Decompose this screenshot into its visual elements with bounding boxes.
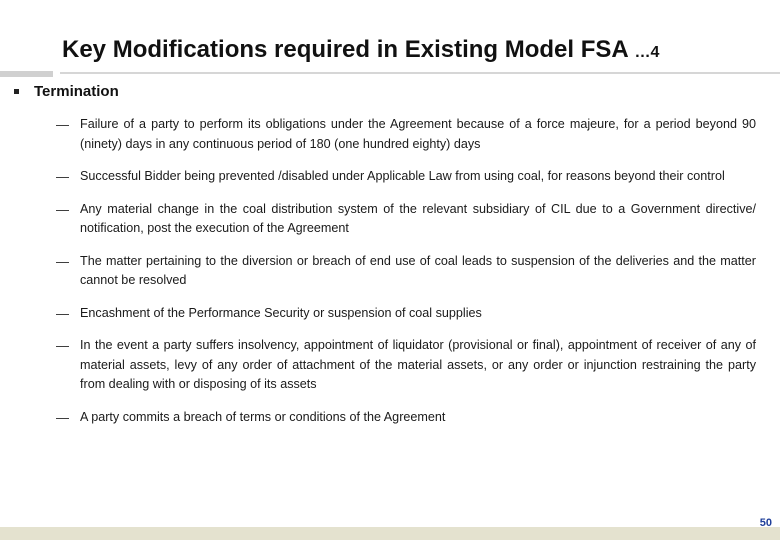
slide-title-text: Key Modifications required in Existing Model FSA bbox=[62, 36, 628, 63]
list-item-text: Failure of a party to perform its obligations under the Agreement because of a force majeure, for a period beyond 90 (ninety) days in any continuous period of 180 (one hundred eighty) days bbox=[80, 117, 756, 151]
list-item-text: In the event a party suffers insolvency, appointment of liquidator (provisional or final), appointment of receiver of any of material assets, levy of any order of attachment of the material assets, or any order or injunction restraining the party from dealing with or disposing of its assets bbox=[80, 338, 756, 391]
termination-list bbox=[56, 115, 756, 440]
dash-bullet-icon: — bbox=[56, 338, 69, 353]
list-item bbox=[56, 200, 756, 239]
page-number: 50 bbox=[759, 517, 772, 529]
section-heading-row bbox=[14, 83, 119, 100]
section-heading: Termination bbox=[34, 83, 119, 100]
square-bullet-icon bbox=[14, 89, 19, 94]
list-item bbox=[56, 252, 756, 291]
dash-bullet-icon: — bbox=[56, 201, 69, 217]
list-item bbox=[56, 336, 756, 395]
slide-title-suffix: …4 bbox=[634, 44, 660, 61]
list-item bbox=[56, 304, 756, 324]
dash-bullet-icon: — bbox=[56, 305, 69, 321]
title-rule-accent bbox=[0, 71, 53, 77]
list-item bbox=[56, 167, 756, 187]
list-item-text: The matter pertaining to the diversion or breach of end use of coal leads to suspension of the deliveries and the matter cannot be resolved bbox=[80, 253, 756, 287]
list-item-text: Any material change in the coal distribution system of the relevant subsidiary of CIL due to a Government directive/ notification, post the execution of the Agreement bbox=[80, 201, 756, 235]
list-item bbox=[56, 408, 756, 428]
list-item-text: A party commits a breach of terms or conditions of the Agreement bbox=[80, 409, 446, 424]
dash-bullet-icon: — bbox=[56, 169, 69, 184]
dash-bullet-icon: — bbox=[56, 409, 69, 425]
list-item-text: Encashment of the Performance Security or suspension of coal supplies bbox=[80, 305, 482, 320]
list-item-text: Successful Bidder being prevented /disabled under Applicable Law from using coal, for reasons beyond their control bbox=[80, 169, 725, 183]
dash-bullet-icon: — bbox=[56, 117, 69, 132]
title-rule bbox=[60, 72, 780, 74]
dash-bullet-icon: — bbox=[56, 253, 69, 269]
list-item bbox=[56, 115, 756, 154]
footer-band bbox=[0, 527, 780, 540]
slide-title bbox=[62, 36, 659, 64]
